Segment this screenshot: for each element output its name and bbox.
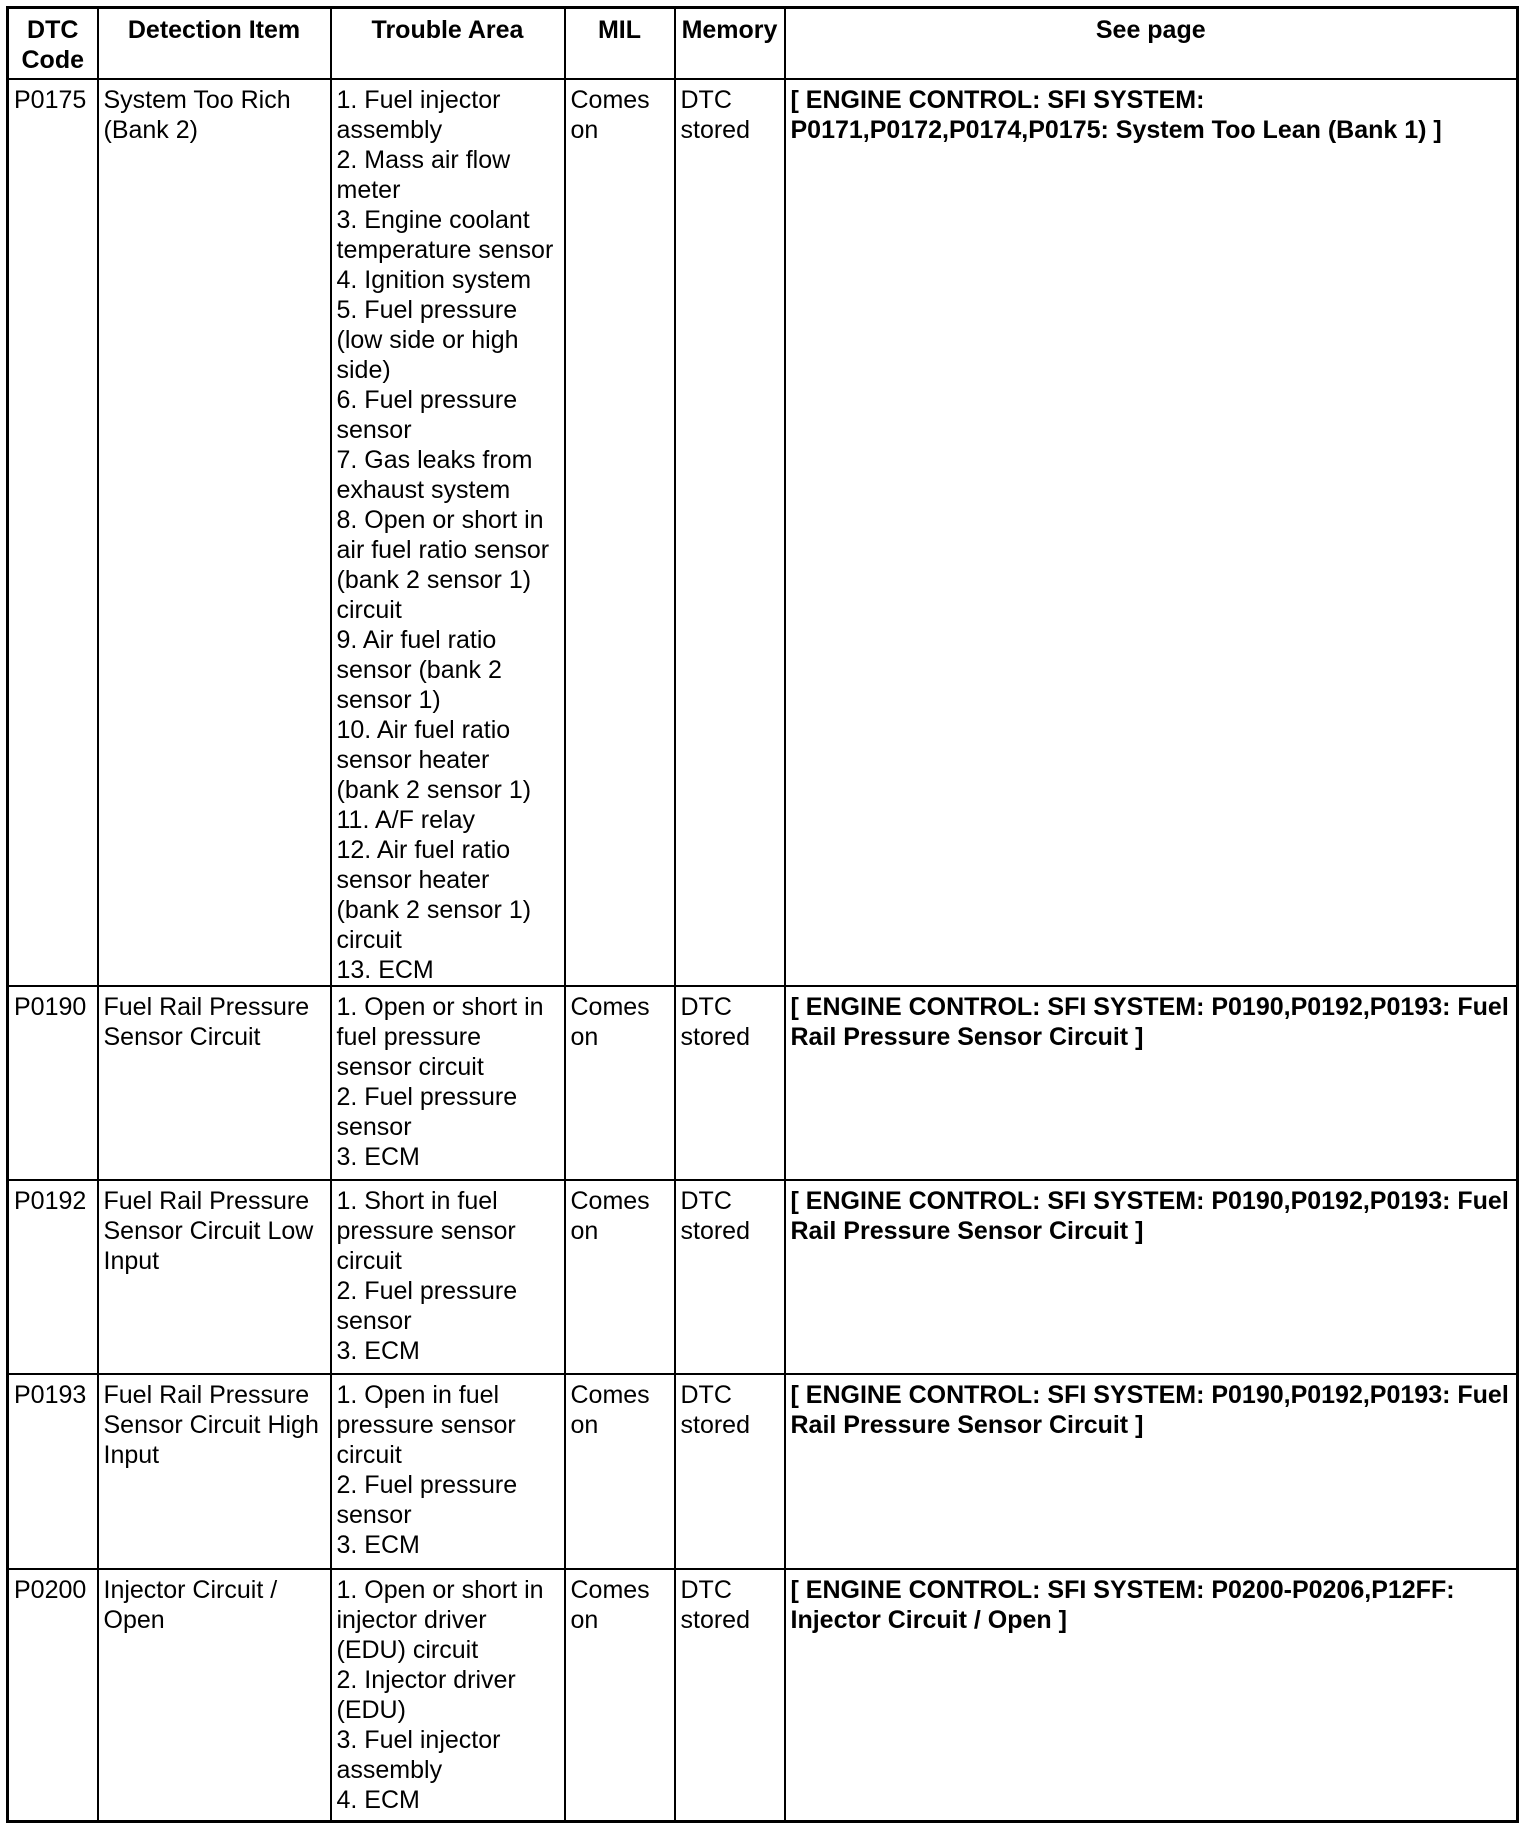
trouble-area-line: 12. Air fuel ratio sensor heater (bank 2 sensor 1) circuit: [336, 836, 532, 954]
trouble-area-line: 2. Fuel pressure sensor: [336, 1277, 518, 1335]
header-see-page: See page: [785, 8, 1518, 80]
detection-item-cell: Fuel Rail Pressure Sensor Circuit High Input: [98, 1374, 331, 1569]
dtc-code-cell: P0190: [8, 986, 98, 1180]
dtc-code-cell: P0192: [8, 1180, 98, 1374]
trouble-area-line: 8. Open or short in air fuel ratio sensor (bank 2 sensor 1) circuit: [336, 506, 550, 624]
trouble-area-line: 2. Fuel pressure sensor: [336, 1083, 518, 1141]
dtc-code-cell: P0175: [8, 79, 98, 986]
mil-cell: Comes on: [565, 1374, 675, 1569]
trouble-area-cell: [331, 79, 565, 986]
header-memory: Memory: [675, 8, 785, 80]
trouble-area-line: 1. Fuel injector assembly: [336, 86, 501, 144]
header-dtc-code: DTC Code: [8, 8, 98, 80]
table-row: [8, 1569, 1518, 1822]
trouble-area-cell: [331, 1569, 565, 1822]
header-detection-item: Detection Item: [98, 8, 331, 80]
trouble-area-cell: [331, 1374, 565, 1569]
table-row: [8, 1374, 1518, 1569]
memory-cell: DTC stored: [675, 1180, 785, 1374]
memory-cell: DTC stored: [675, 986, 785, 1180]
dtc-code-cell: P0200: [8, 1569, 98, 1822]
dtc-table-sheet: [6, 6, 1519, 1823]
detection-item-cell: Fuel Rail Pressure Sensor Circuit: [98, 986, 331, 1180]
trouble-area-line: 2. Injector driver (EDU): [336, 1666, 516, 1724]
trouble-area-line: 11. A/F relay: [336, 806, 475, 834]
trouble-area-line: 10. Air fuel ratio sensor heater (bank 2 sensor 1): [336, 716, 532, 804]
trouble-area-line: 1. Open or short in injector driver (EDU) circuit: [336, 1576, 544, 1664]
mil-cell: Comes on: [565, 986, 675, 1180]
trouble-area-line: 4. ECM: [336, 1786, 420, 1814]
table-row: [8, 79, 1518, 986]
detection-item-cell: Injector Circuit / Open: [98, 1569, 331, 1822]
see-page-link[interactable]: [ ENGINE CONTROL: SFI SYSTEM: P0200-P0206,P12FF: Injector Circuit / Open ]: [785, 1569, 1518, 1822]
trouble-area-line: 4. Ignition system: [336, 266, 532, 294]
trouble-area-line: 3. Engine coolant temperature sensor: [336, 206, 554, 264]
trouble-area-line: 1. Open or short in fuel pressure sensor circuit: [336, 993, 544, 1081]
dtc-code-cell: P0193: [8, 1374, 98, 1569]
header-mil: MIL: [565, 8, 675, 80]
trouble-area-cell: [331, 1180, 565, 1374]
trouble-area-line: 13. ECM: [336, 956, 434, 984]
detection-item-cell: System Too Rich (Bank 2): [98, 79, 331, 986]
see-page-link[interactable]: [ ENGINE CONTROL: SFI SYSTEM: P0190,P0192,P0193: Fuel Rail Pressure Sensor Circuit ]: [785, 986, 1518, 1180]
trouble-area-line: 2. Mass air flow meter: [336, 146, 511, 204]
memory-cell: DTC stored: [675, 1374, 785, 1569]
trouble-area-line: 2. Fuel pressure sensor: [336, 1471, 518, 1529]
see-page-link[interactable]: [ ENGINE CONTROL: SFI SYSTEM: P0190,P0192,P0193: Fuel Rail Pressure Sensor Circuit ]: [785, 1180, 1518, 1374]
see-page-link[interactable]: [ ENGINE CONTROL: SFI SYSTEM: P0190,P0192,P0193: Fuel Rail Pressure Sensor Circuit ]: [785, 1374, 1518, 1569]
header-trouble-area: Trouble Area: [331, 8, 565, 80]
trouble-area-line: 3. ECM: [336, 1337, 420, 1365]
trouble-area-line: 3. ECM: [336, 1531, 420, 1559]
detection-item-cell: Fuel Rail Pressure Sensor Circuit Low Input: [98, 1180, 331, 1374]
table-row: [8, 1180, 1518, 1374]
trouble-area-line: 3. Fuel injector assembly: [336, 1726, 501, 1784]
memory-cell: DTC stored: [675, 79, 785, 986]
dtc-table: [6, 6, 1519, 1823]
trouble-area-line: 1. Open in fuel pressure sensor circuit: [336, 1381, 516, 1469]
memory-cell: DTC stored: [675, 1569, 785, 1822]
see-page-link[interactable]: [ ENGINE CONTROL: SFI SYSTEM: P0171,P0172,P0174,P0175: System Too Lean (Bank 1) ]: [785, 79, 1518, 986]
trouble-area-line: 5. Fuel pressure (low side or high side): [336, 296, 519, 384]
trouble-area-line: 1. Short in fuel pressure sensor circuit: [336, 1187, 516, 1275]
trouble-area-line: 7. Gas leaks from exhaust system: [336, 446, 533, 504]
mil-cell: Comes on: [565, 79, 675, 986]
header-row: [8, 8, 1518, 80]
trouble-area-line: 6. Fuel pressure sensor: [336, 386, 518, 444]
mil-cell: Comes on: [565, 1180, 675, 1374]
trouble-area-cell: [331, 986, 565, 1180]
table-row: [8, 986, 1518, 1180]
trouble-area-line: 9. Air fuel ratio sensor (bank 2 sensor 1): [336, 626, 502, 714]
trouble-area-line: 3. ECM: [336, 1143, 420, 1171]
mil-cell: Comes on: [565, 1569, 675, 1822]
